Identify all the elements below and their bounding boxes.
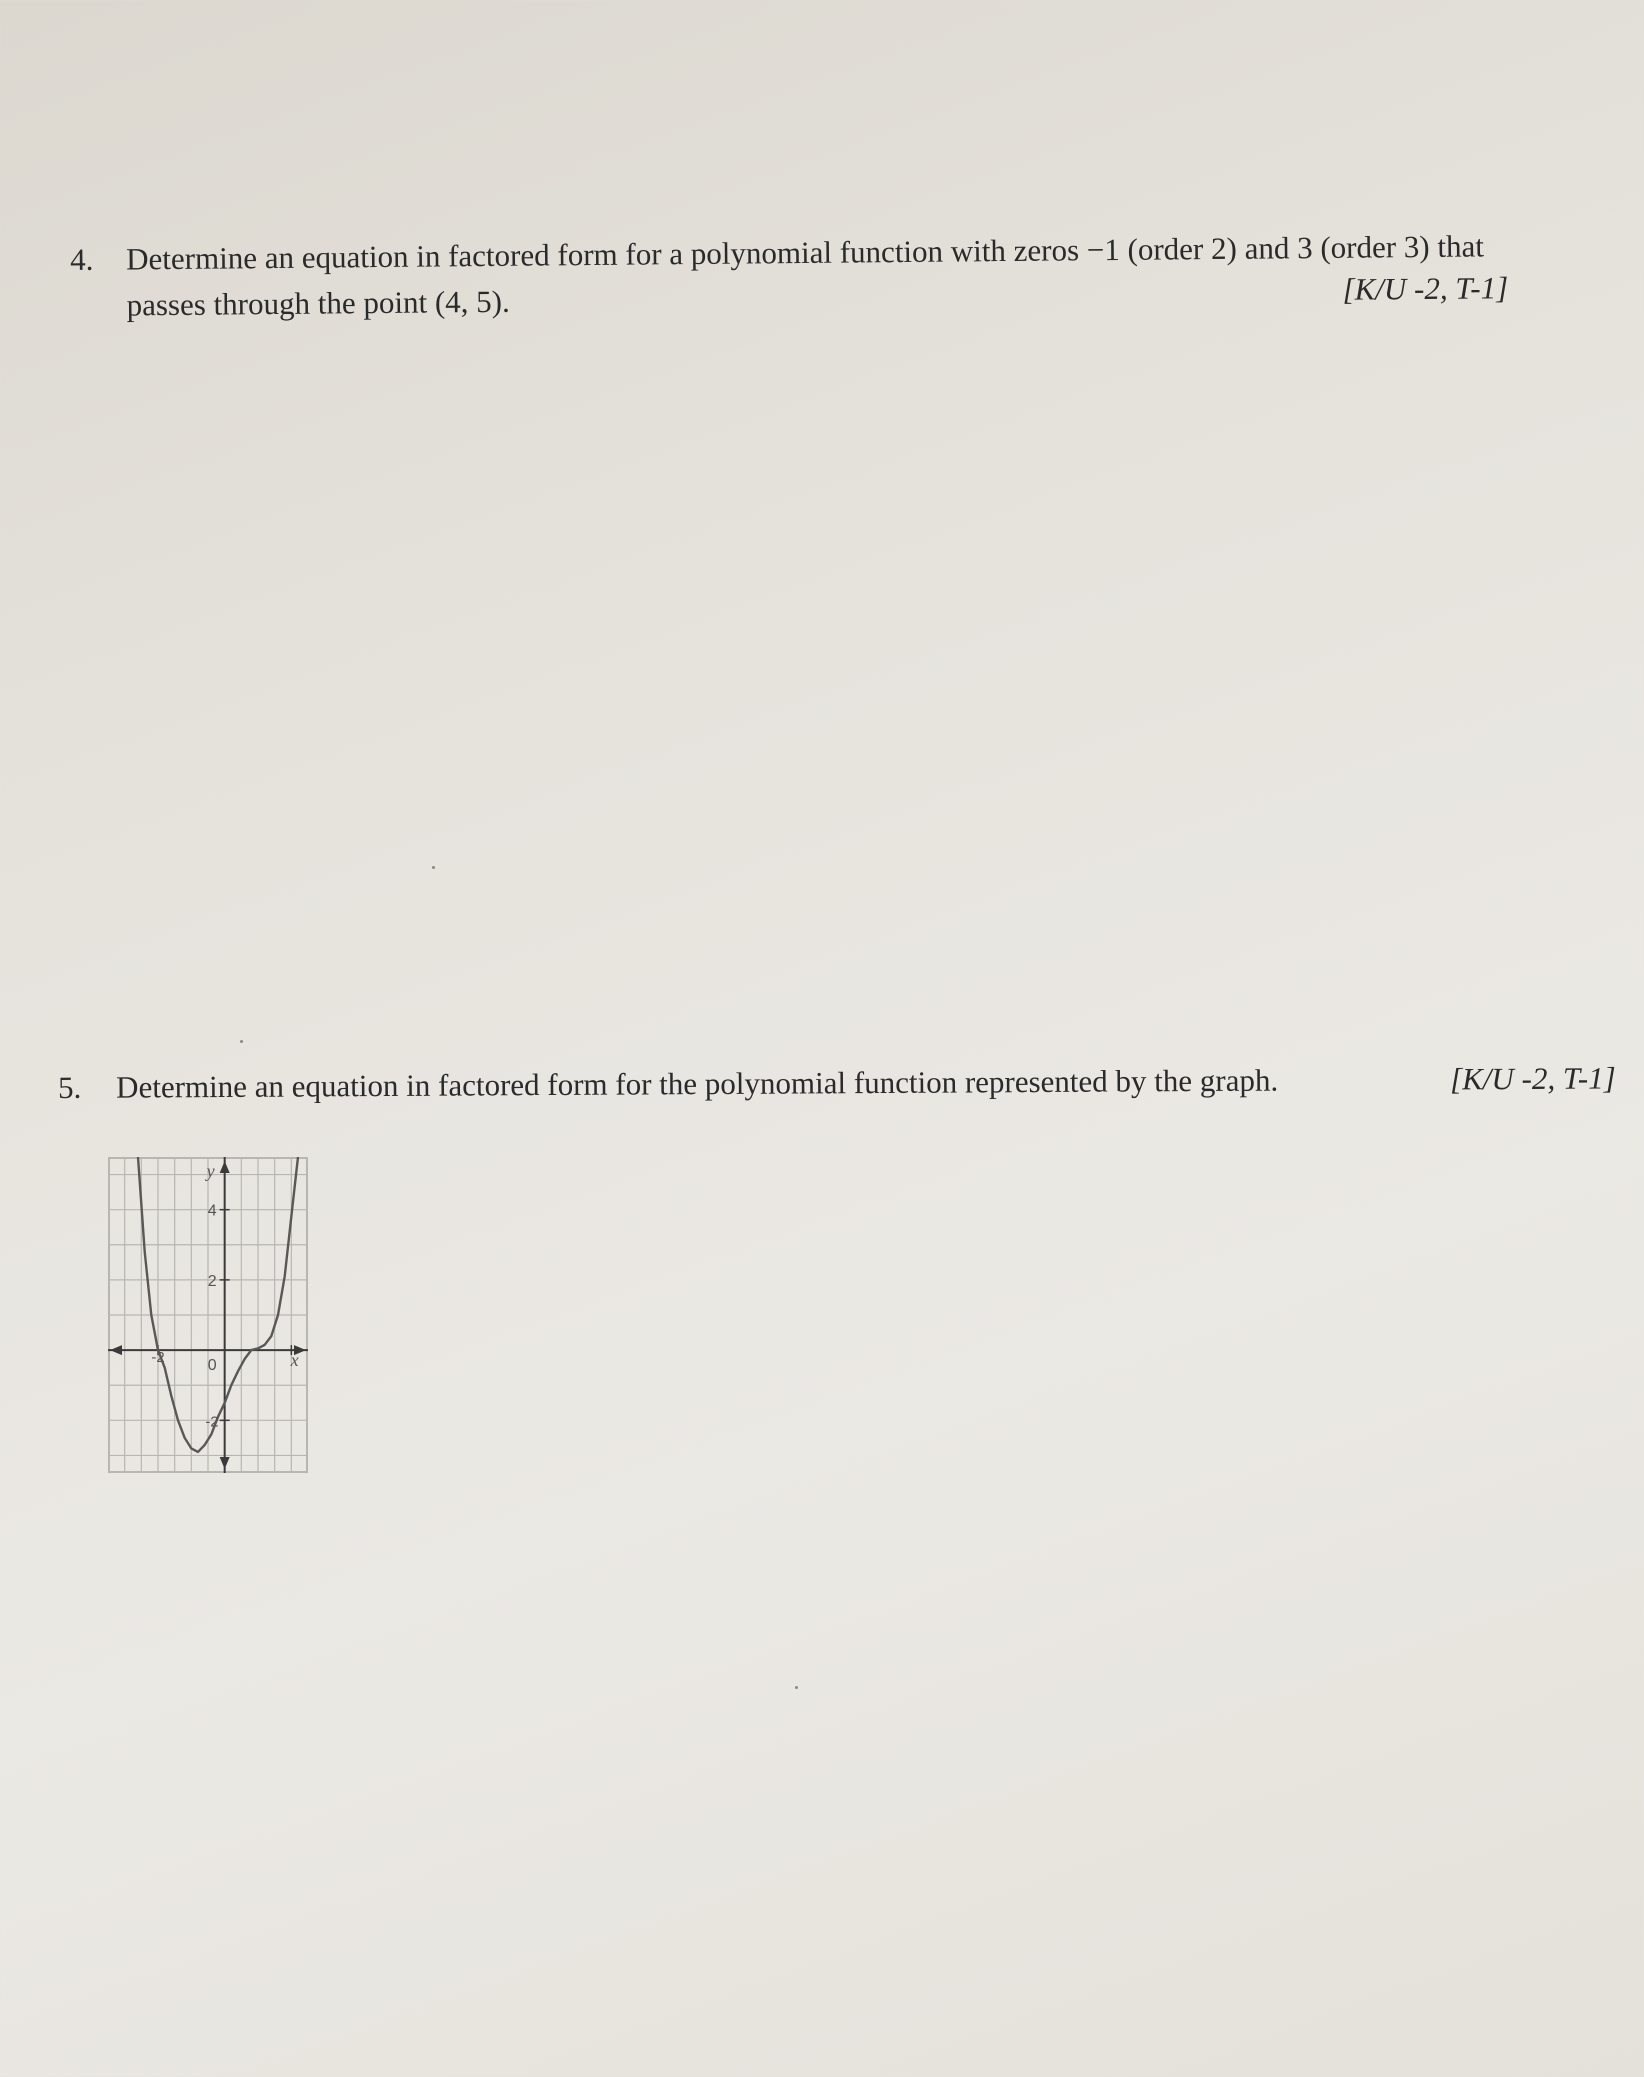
x-axis-label: x xyxy=(290,1350,299,1371)
question-text-line-1: Determine an equation in factored form for a polynomial function with zeros −1 (order 2) and 3 (order 3) that xyxy=(126,228,1485,277)
tick-label-y-minus-2: -2 xyxy=(205,1413,219,1431)
tick-label-y-4: 4 xyxy=(207,1202,217,1220)
question-4 xyxy=(70,225,1611,340)
marks-allocation: [K/U -2, T-1] xyxy=(1342,270,1509,307)
tick-label-origin: 0 xyxy=(207,1357,217,1375)
polynomial-graph xyxy=(108,1157,308,1473)
paper-speck xyxy=(795,1686,798,1689)
question-number: 4. xyxy=(70,241,94,277)
marks-allocation: [K/U -2, T-1] xyxy=(1449,1060,1616,1097)
paper-speck xyxy=(240,1040,243,1043)
tick-label-x-minus-2: -2 xyxy=(151,1349,165,1367)
question-number: 5. xyxy=(58,1069,82,1105)
y-axis-arrow-down xyxy=(220,1457,230,1469)
paper-speck xyxy=(432,866,435,869)
tick-label-y-2: 2 xyxy=(207,1272,217,1290)
x-axis-arrow-left xyxy=(110,1345,122,1355)
question-text-line-2: passes through the point (4, 5). xyxy=(126,283,510,323)
question-5 xyxy=(58,1058,1644,1118)
question-text-line-1: Determine an equation in factored form for the polynomial function represented by the graph. xyxy=(116,1062,1279,1105)
polynomial-curve xyxy=(138,1157,298,1452)
y-axis-label: y xyxy=(206,1161,215,1181)
y-axis-arrow-up xyxy=(220,1161,230,1173)
